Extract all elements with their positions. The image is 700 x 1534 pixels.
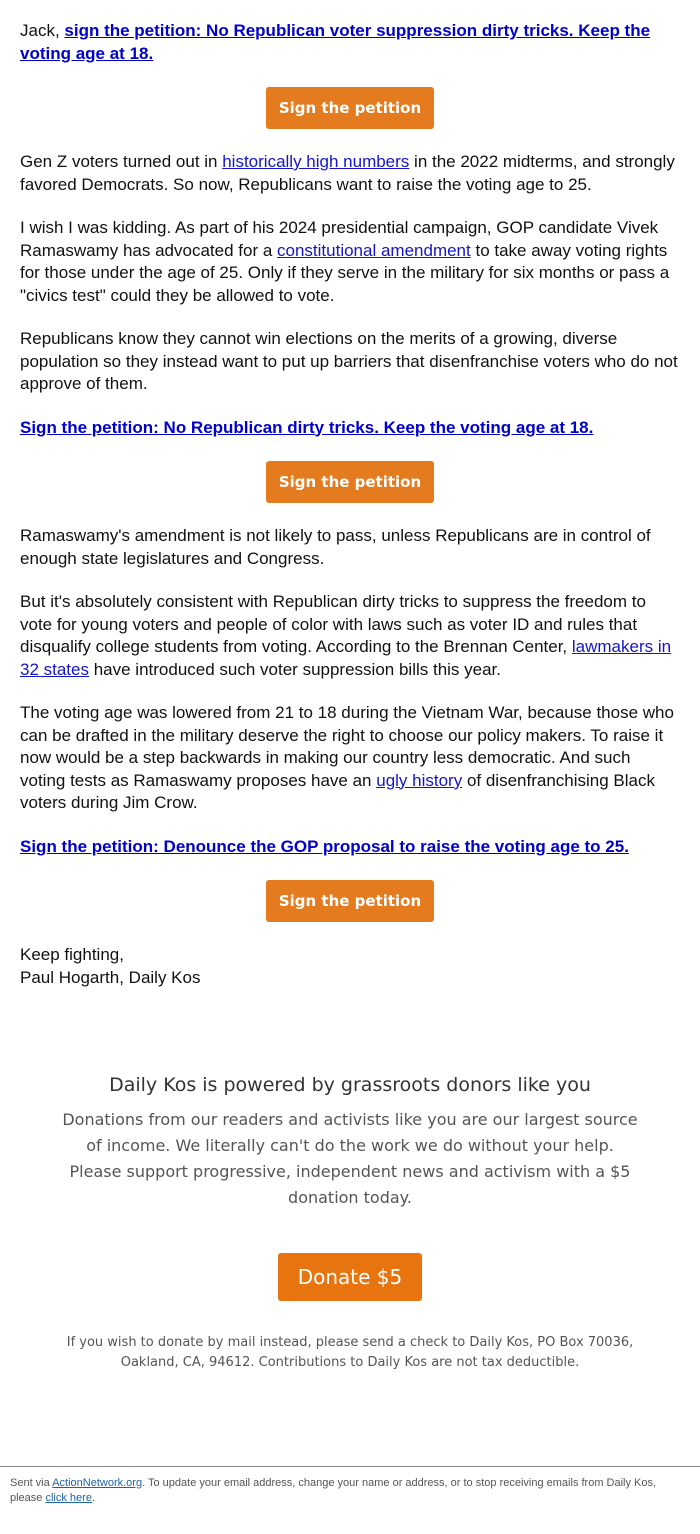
text: Gen Z voters turned out in bbox=[20, 152, 223, 171]
text: . To update your email address, change your name or address, or to stop receiving emails from Daily Kos, please bbox=[10, 1477, 657, 1504]
text: The voting age was lowered from 21 to 18 during the Vietnam War, because those who can be drafted in the military deserve the right to choose our policy makers. To raise it now would be a step backwards in making our country less democratic. And such voting tests as Ramaswamy proposes have an bbox=[20, 703, 674, 790]
text: I wish I was kidding. As part of his 2024 presidential campaign, GOP candidate Vivek Ramaswamy has advocated for a bbox=[20, 218, 659, 260]
petition-link-top[interactable]: sign the petition: No Republican voter suppression dirty tricks. Keep the voting age at 18. bbox=[20, 21, 651, 63]
text: in the 2022 midterms, and strongly favored Democrats. So now, Republicans want to raise the voting age to 25. bbox=[20, 152, 675, 194]
paragraph-not-likely: Ramaswamy's amendment is not likely to pass, unless Republicans are in control of enough state legislatures and Congress. bbox=[20, 526, 651, 568]
promo-description: Donations from our readers and activists like you are our largest source of income. We literally can't do the work we do without your help. Please support progressive, independent news and activism with a $5 donation today. bbox=[62, 1110, 638, 1207]
ugly-history-link[interactable]: ugly history bbox=[376, 770, 463, 790]
sign-petition-button-2[interactable]: Sign the petition bbox=[266, 461, 434, 503]
petition-link-middle[interactable]: Sign the petition: No Republican dirty tricks. Keep the voting age at 18. bbox=[20, 417, 594, 437]
unsubscribe-link[interactable]: click here bbox=[45, 1492, 92, 1504]
text: Sent via bbox=[10, 1477, 53, 1489]
signoff-line-1: Keep fighting, bbox=[20, 945, 124, 964]
donate-button[interactable]: Donate $5 bbox=[278, 1253, 422, 1301]
email-footer bbox=[0, 1466, 700, 1506]
paragraph-brennan bbox=[20, 591, 680, 681]
paragraph-barriers: Republicans know they cannot win elections on the merits of a growing, diverse population so they instead want to put up barriers that disenfranchise voters who do not approve of them. bbox=[20, 329, 678, 393]
paragraph-gen-z bbox=[20, 151, 680, 196]
lawmakers-32-states-link[interactable]: lawmakers in 32 states bbox=[20, 637, 672, 679]
text: . bbox=[91, 1492, 96, 1504]
paragraph-vietnam bbox=[20, 702, 680, 815]
email-body bbox=[20, 20, 680, 1010]
text: But it's absolutely consistent with Republican dirty tricks to suppress the freedom to vote for young voters and people of color with laws such as voter ID and rules that disqualify college students from voting. According to the Brennan Center, bbox=[20, 592, 646, 656]
intro-paragraph bbox=[20, 20, 680, 65]
mail-donation-note: If you wish to donate by mail instead, please send a check to Daily Kos, PO Box 70036, Oakland, CA, 94612. Contributions to Daily Kos are not tax deductible. bbox=[66, 1335, 634, 1370]
text: have introduced such voter suppression bills this year. bbox=[89, 659, 502, 679]
constitutional-amendment-link[interactable]: constitutional amendment bbox=[277, 240, 471, 260]
donation-promo bbox=[0, 1072, 700, 1373]
paragraph-ramaswamy bbox=[20, 217, 680, 307]
petition-link-bottom[interactable]: Sign the petition: Denounce the GOP proposal to raise the voting age to 25. bbox=[20, 836, 629, 856]
sign-petition-button-3[interactable]: Sign the petition bbox=[266, 880, 434, 922]
signoff bbox=[20, 944, 680, 989]
historically-high-numbers-link[interactable]: historically high numbers bbox=[222, 152, 410, 171]
promo-heading: Daily Kos is powered by grassroots donors like you bbox=[109, 1074, 591, 1096]
greeting: Jack, bbox=[20, 21, 65, 40]
actionnetwork-link[interactable]: ActionNetwork.org bbox=[52, 1477, 143, 1489]
signoff-line-2: Paul Hogarth, Daily Kos bbox=[20, 967, 201, 987]
text: to take away voting rights for those under the age of 25. Only if they serve in the military for six months or pass a "civics test" could they be allowed to vote. bbox=[20, 240, 670, 305]
cta-paragraph-2 bbox=[20, 417, 680, 440]
sign-petition-button-1[interactable]: Sign the petition bbox=[266, 87, 434, 129]
cta-paragraph-3 bbox=[20, 836, 680, 859]
text: of disenfranchising Black voters during Jim Crow. bbox=[20, 770, 655, 812]
